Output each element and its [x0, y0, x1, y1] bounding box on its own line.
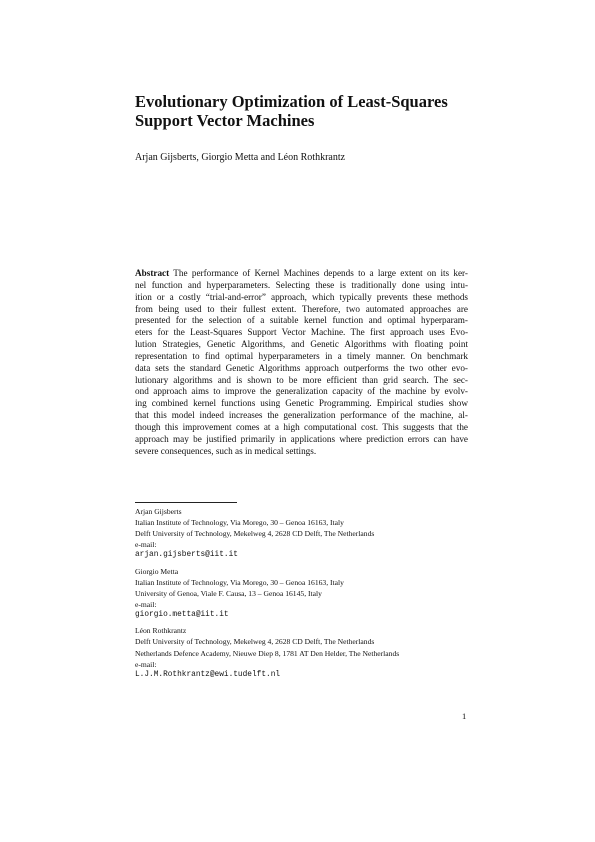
- abstract-line: lution Strategies, Genetic Algorithms, and Genetic Algorithms with floating point: [135, 339, 468, 350]
- affiliations: [135, 506, 475, 685]
- abstract-line: though this improvement comes at a high computational cost. This suggests that the: [135, 421, 468, 432]
- abstract-line: presented for the selection of a suitable kernel function and optimal hyperparam-: [135, 315, 468, 326]
- abstract-line: lutionary algorithms and is shown to be more efficient than grid search. The sec-: [135, 374, 468, 385]
- abstract-line: [135, 268, 468, 280]
- affiliation-line: University of Genoa, Viale F. Causa, 13 – Genoa 16145, Italy: [135, 588, 322, 598]
- email-address[interactable]: giorgio.metta@iit.it: [135, 611, 229, 620]
- abstract-text: The performance of Kernel Machines depends to a large extent on its ker-: [169, 268, 468, 278]
- abstract-line: data sets the standard Genetic Algorithms approach outperforms the two other evo-: [135, 362, 468, 373]
- affiliation-block: [135, 625, 475, 680]
- abstract-line: eters for the Least-Squares Support Vector Machine. The first approach uses Evo-: [135, 327, 468, 338]
- affiliation-line: Delft University of Technology, Mekelweg 4, 2628 CD Delft, The Netherlands: [135, 529, 375, 539]
- abstract-line: approach may be justified primarily in applications where prediction errors can have: [135, 433, 468, 444]
- abstract-line: ing combined kernel functions using Genetic Programming. Empirical studies show: [135, 398, 468, 409]
- abstract-line: nel function and hyperparameters. Selecting these is traditionally done using intu-: [135, 279, 468, 290]
- page-number: 1: [462, 711, 467, 721]
- email-label: e-mail:: [135, 599, 157, 609]
- affiliation-email-line: [135, 659, 475, 681]
- affiliation-block: [135, 566, 475, 621]
- abstract-line: ition or a costly “trial-and-error” approach, which typically prevents these methods: [135, 291, 468, 302]
- email-label: e-mail:: [135, 659, 157, 669]
- title-line: Evolutionary Optimization of Least-Squares: [135, 92, 448, 111]
- paper-title: [135, 92, 475, 130]
- affiliation-block: [135, 506, 475, 561]
- affiliation-name: Léon Rothkrantz: [135, 626, 187, 636]
- affiliation-line: Italian Institute of Technology, Via Morego, 30 – Genoa 16163, Italy: [135, 577, 344, 587]
- abstract-line: severe consequences, such as in medical settings.: [135, 445, 317, 456]
- abstract-line: that this model indeed increases the generalization performance of the machine, al-: [135, 410, 468, 421]
- email-label: e-mail:: [135, 540, 157, 550]
- affiliation-line: Italian Institute of Technology, Via Morego, 30 – Genoa 16163, Italy: [135, 518, 344, 528]
- affiliation-name: Giorgio Metta: [135, 566, 179, 576]
- author-list: Arjan Gijsberts, Giorgio Metta and Léon Rothkrantz: [135, 152, 346, 163]
- title-line: Support Vector Machines: [135, 111, 315, 130]
- affiliation-name: Arjan Gijsberts: [135, 507, 182, 516]
- abstract-line: ond approach aims to improve the generalization capacity of the machine by evolv-: [135, 386, 468, 397]
- abstract: [135, 268, 468, 458]
- affiliation-email-line: [135, 539, 475, 561]
- abstract-line: representation to find optimal hyperparameters in a timely manner. On benchmark: [135, 350, 468, 361]
- email-address[interactable]: L.J.M.Rothkrantz@ewi.tudelft.nl: [135, 670, 281, 679]
- affiliation-line: Delft University of Technology, Mekelweg 4, 2628 CD Delft, The Netherlands: [135, 637, 375, 647]
- affiliation-email-line: [135, 599, 475, 621]
- footnote-rule: [135, 502, 237, 503]
- affiliation-line: Netherlands Defence Academy, Nieuwe Diep 8, 1781 AT Den Helder, The Netherlands: [135, 648, 400, 658]
- email-address[interactable]: arjan.gijsberts@iit.it: [135, 551, 238, 560]
- abstract-label: Abstract: [135, 268, 170, 278]
- abstract-line: from being used to their fullest extent. Therefore, two automated approaches are: [135, 303, 468, 314]
